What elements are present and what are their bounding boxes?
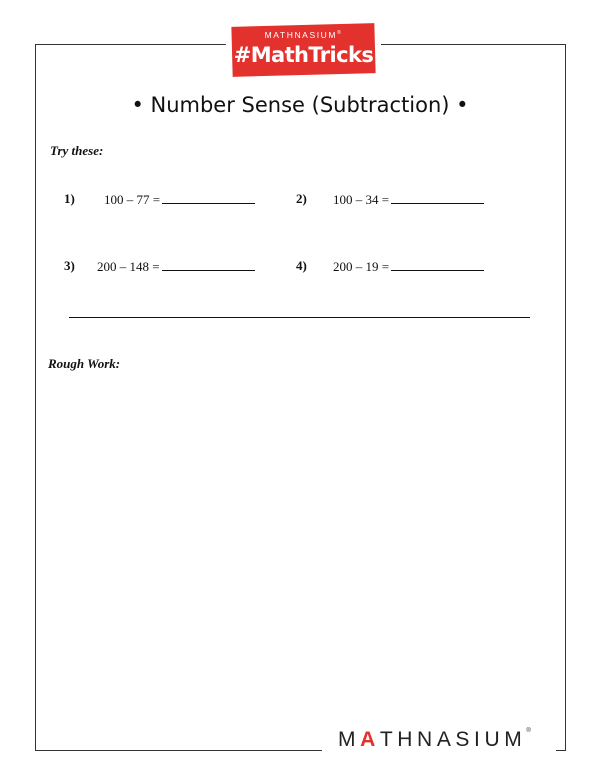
problem-3 (97, 258, 255, 275)
problem-4-expression: 200 – 19 = (333, 259, 390, 274)
problem-3-number: 3) (64, 258, 75, 273)
problem-1-expression: 100 – 77 = (104, 192, 161, 207)
problem-2-number: 2) (296, 191, 307, 206)
logo-brand-text: MATHNASIUM® (264, 30, 343, 40)
mathtricks-logo (226, 23, 381, 79)
problem-1 (104, 191, 255, 208)
problem-2-answer-blank[interactable] (391, 191, 484, 204)
problem-3-expression: 200 – 148 = (97, 259, 160, 274)
rough-work-label: Rough Work: (48, 356, 121, 371)
problem-3-answer-blank[interactable] (162, 258, 255, 271)
problem-1-answer-blank[interactable] (162, 191, 255, 204)
logo-title-text: #MathTricks (233, 43, 374, 67)
logo-accent-a: A (360, 728, 380, 751)
problem-4 (333, 258, 484, 275)
problem-1-number: 1) (64, 191, 75, 206)
problem-4-number: 4) (296, 258, 307, 273)
footer-mathnasium-logo: MATHNASIUM® (338, 728, 531, 751)
problem-4-answer-blank[interactable] (391, 258, 484, 271)
problem-2-expression: 100 – 34 = (333, 192, 390, 207)
try-these-label: Try these: (50, 143, 104, 158)
problem-2 (333, 191, 484, 208)
worksheet-title: • Number Sense (Subtraction) • (131, 93, 469, 117)
section-divider (69, 317, 530, 318)
worksheet-frame (35, 44, 566, 751)
